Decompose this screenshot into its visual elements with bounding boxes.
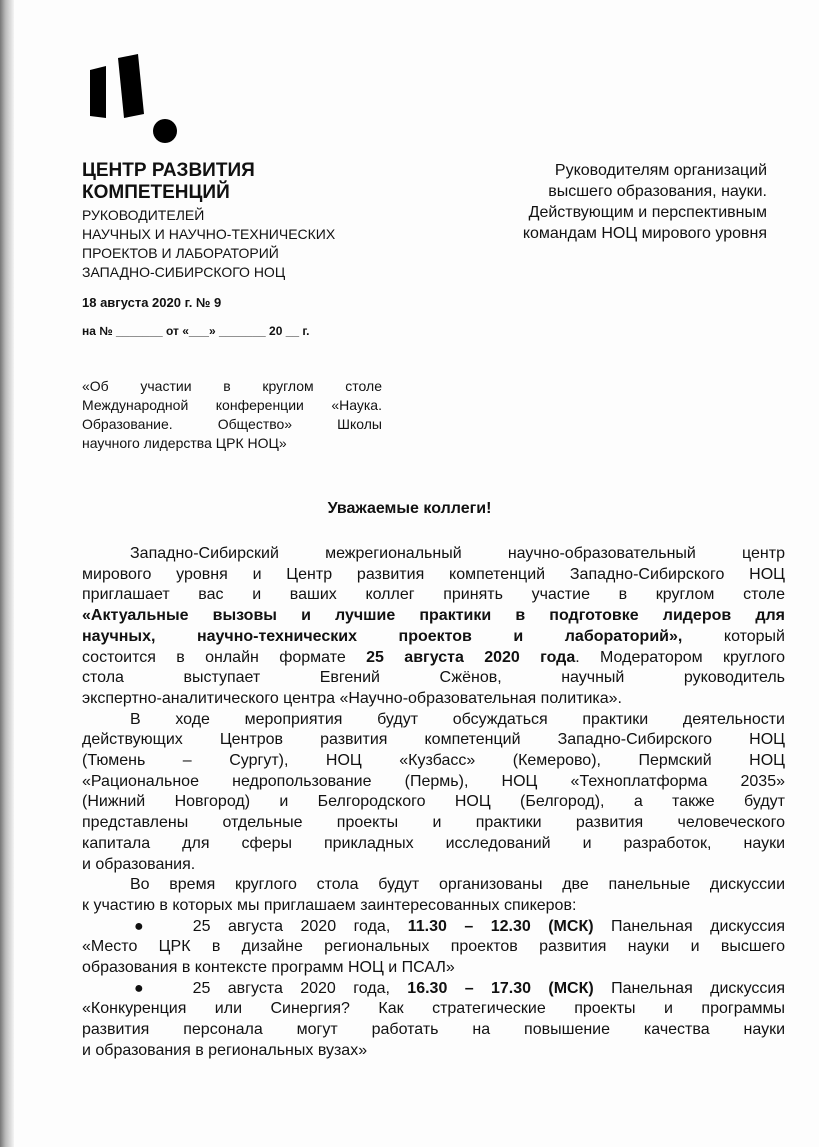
organization-title: [82, 160, 402, 204]
paragraph-line: Западно-Сибирский межрегиональный научно-образовательный центр: [130, 545, 785, 562]
paragraph-line: [82, 606, 785, 627]
paragraph-line: (Тюмень – Сургут), НОЦ «Кузбасс» (Кемерово), Пермский НОЦ: [82, 752, 785, 770]
paragraph-fragment: состоится в онлайн формате: [82, 648, 367, 666]
recipient-line: командам НОЦ мирового уровня: [522, 225, 767, 242]
paragraph-line: представлены отдельные проекты и практики развития человеческого: [82, 814, 785, 832]
paragraph-line: к участию в которых мы приглашаем заинтересованных спикеров:: [82, 896, 577, 914]
paragraph-line: экспертно-аналитического центра «Научно-образовательная политика».: [82, 689, 622, 707]
organization-subtitle-line: РУКОВОДИТЕЛЕЙ: [82, 207, 205, 223]
paragraph-line: В ходе мероприятия будут обсуждаться практики деятельности: [130, 710, 785, 728]
paragraph-line: (Нижний Новгород) и Белгородского НОЦ (Белгород), а также будут: [82, 793, 785, 811]
bullet-item-line: «Место ЦРК в дизайне региональных проектов развития науки и высшего: [82, 938, 785, 956]
bullet-item-line: образования в контексте программ НОЦ и ПСАЛ»: [82, 959, 455, 977]
organization-subtitle-line: ПРОЕКТОВ И ЛАБОРАТОРИЙ: [82, 245, 279, 261]
subject-line: научного лидерства ЦРК НОЦ»: [82, 435, 287, 451]
bullet-date: 25 августа 2020 года,: [192, 917, 408, 935]
organization-header: [82, 160, 402, 282]
greeting: Уважаемые коллеги!: [327, 500, 492, 517]
organization-subtitle: [82, 206, 402, 282]
organization-logo: [88, 52, 183, 147]
organization-title-line: КОМПЕТЕНЦИЙ: [82, 182, 230, 203]
organization-subtitle-line: ЗАПАДНО-СИБИРСКОГО НОЦ: [82, 264, 286, 280]
document-date: 18 августа 2020 г. № 9: [82, 295, 222, 310]
bullet-text: Панельная дискуссия: [593, 917, 786, 935]
bullet-time: 16.30 – 17.30 (МСК): [407, 979, 594, 997]
letter-body: [82, 544, 785, 1062]
bullet-text: Панельная дискуссия: [593, 979, 785, 997]
paragraph-line: [82, 627, 785, 648]
event-date: 25 августа 2020 года: [366, 648, 576, 666]
paragraph-line: [82, 648, 785, 669]
bullet-item-line: и образования в региональных вузах»: [82, 1041, 368, 1059]
recipient-block: [427, 160, 767, 244]
recipient-line: высшего образования, науки.: [548, 183, 767, 200]
bullet-date: 25 августа 2020 года,: [192, 979, 408, 997]
bullet-item-line: [82, 917, 785, 938]
organization-subtitle-line: НАУЧНЫХ И НАУЧНО-ТЕХНИЧЕСКИХ: [82, 226, 336, 242]
recipient-line: Руководителям организаций: [554, 162, 767, 179]
event-title-part: «Актуальные вызовы и лучшие практики в подготовке лидеров для: [82, 607, 785, 625]
bullet-item-line: [82, 979, 785, 1000]
bullet-marker: ●: [134, 917, 157, 935]
organization-title-line: ЦЕНТР РАЗВИТИЯ: [82, 160, 255, 181]
paragraph-line: и образования.: [82, 855, 196, 873]
bullet-item-line: развития персонала могут работать на повышение качества науки: [82, 1021, 785, 1039]
page-edge-shadow: [0, 0, 14, 1147]
subject-block: [82, 377, 382, 453]
bullet-item-line: «Конкуренция или Синергия? Как стратегические проекты и программы: [82, 1000, 785, 1018]
paragraph-line: стола выступает Евгений Сжёнов, научный руководитель: [82, 669, 785, 687]
reference-line: на № _______ от «___» _______ 20 __ г.: [82, 324, 310, 338]
subject-line: «Об участии в круглом столе: [82, 378, 382, 394]
subject-line: Международной конференции «Наука.: [82, 397, 382, 413]
event-title-part: научных, научно-технических проектов и лабораторий»,: [82, 627, 683, 645]
paragraph-fragment: . Модератором круглого: [575, 648, 785, 666]
paragraph-line: мирового уровня и Центр развития компетенций Западно-Сибирского НОЦ: [82, 565, 785, 583]
recipient-line: Действующим и перспективным: [528, 204, 767, 221]
paragraph-fragment: который: [682, 627, 785, 645]
paragraph-line: приглашает вас и ваших коллег принять участие в круглом столе: [82, 586, 785, 604]
paragraph-line: «Рациональное недропользование (Пермь), НОЦ «Техноплатформа 2035»: [82, 772, 785, 790]
paragraph-line: капитала для сферы прикладных исследований и разработок, науки: [82, 834, 785, 852]
bullet-marker: ●: [134, 979, 157, 997]
subject-line: Образование. Общество» Школы: [82, 416, 382, 432]
bullet-time: 11.30 – 12.30 (МСК): [407, 917, 594, 935]
paragraph-line: действующих Центров развития компетенций Западно-Сибирского НОЦ: [82, 731, 785, 749]
paragraph-line: Во время круглого стола будут организованы две панельные дискуссии: [130, 876, 785, 894]
